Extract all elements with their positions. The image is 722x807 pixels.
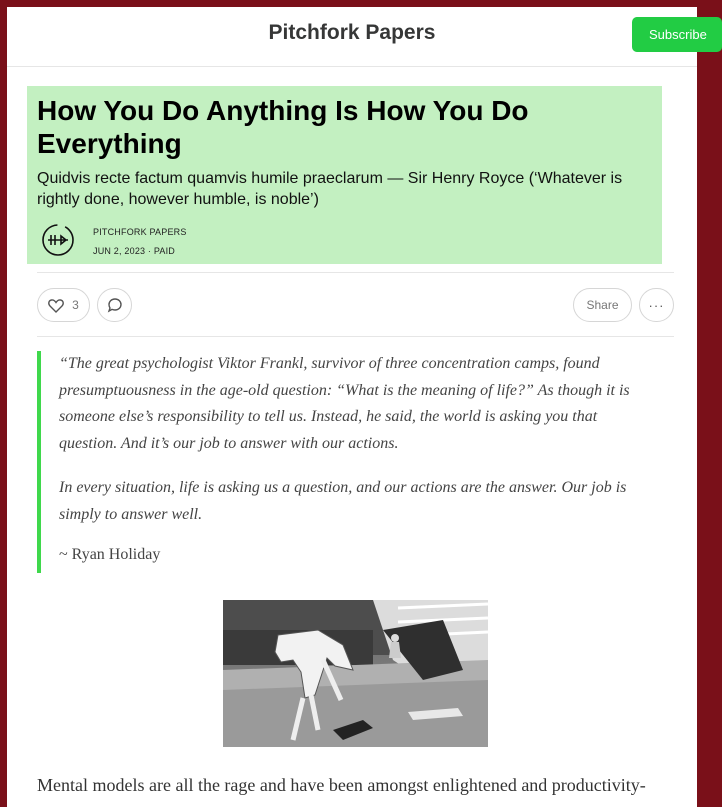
quote-paragraph: In every situation, life is asking us a question, and our actions are the answer. Our job is simply to answer well. bbox=[59, 479, 627, 523]
page-frame bbox=[7, 7, 707, 807]
divider bbox=[37, 272, 674, 273]
comment-button[interactable] bbox=[97, 288, 132, 322]
subscribe-button[interactable]: Subscribe bbox=[632, 17, 722, 52]
heart-icon bbox=[48, 298, 64, 313]
more-button[interactable] bbox=[639, 288, 674, 322]
steeplechase-photo[interactable] bbox=[223, 600, 488, 747]
like-button[interactable] bbox=[37, 288, 90, 322]
ellipsis-icon: ··· bbox=[648, 297, 665, 313]
blockquote bbox=[37, 351, 652, 573]
post-hero bbox=[27, 86, 662, 264]
quote-paragraph: “The great psychologist Viktor Frankl, survivor of three concentration camps, found presumptuousness in the age-old question: “What is the meaning of life?” As though it is someone else’s responsibility to tell us. Instead, he said, the world is asking you that question. And it’s our job to answer with our actions. bbox=[59, 355, 630, 452]
like-count: 3 bbox=[72, 298, 79, 312]
share-button[interactable]: Share bbox=[573, 288, 632, 322]
site-title[interactable]: Pitchfork Papers bbox=[268, 21, 436, 44]
body-paragraph: Mental models are all the rage and have been amongst enlightened and productivity- bbox=[37, 775, 646, 795]
quote-attribution: ~ Ryan Holiday bbox=[59, 546, 161, 563]
post-subtitle: Quidvis recte factum quamvis humile praeclarum — Sir Henry Royce (‘Whatever is rightly done, however humble, is noble’) bbox=[37, 170, 623, 208]
site-header bbox=[7, 7, 707, 67]
divider bbox=[37, 336, 674, 337]
author-name[interactable]: PITCHFORK PAPERS bbox=[93, 227, 187, 237]
comment-bubble-icon bbox=[107, 297, 123, 313]
pitchfork-logo-icon[interactable] bbox=[41, 223, 75, 257]
post-title: How You Do Anything Is How You Do Everything bbox=[37, 95, 529, 159]
post-meta: JUN 2, 2023 · PAID bbox=[93, 246, 175, 256]
